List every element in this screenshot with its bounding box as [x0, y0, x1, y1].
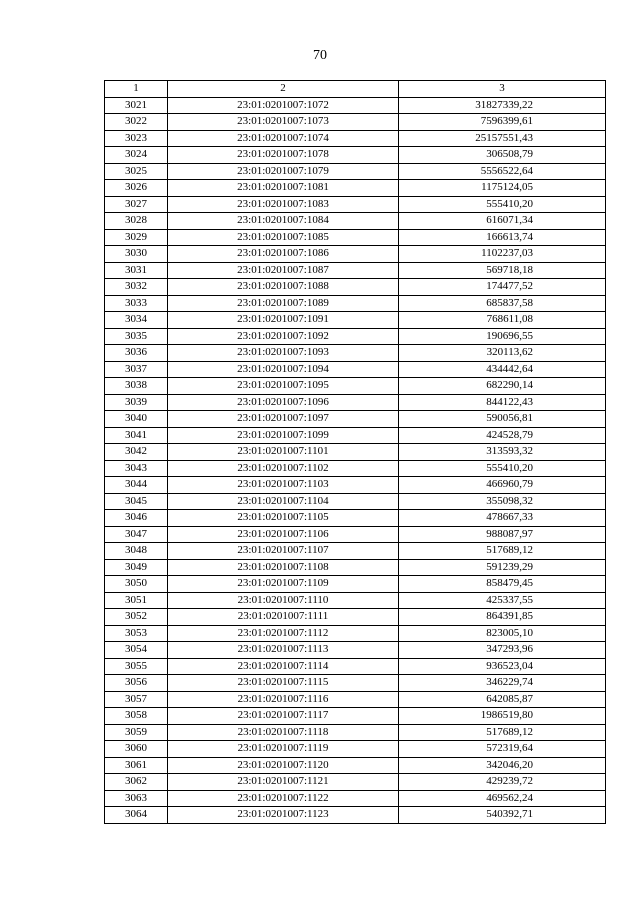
- row-index-cell: 3026: [105, 180, 168, 197]
- cadastral-number-cell: 23:01:0201007:1119: [168, 741, 399, 758]
- value-cell: 517689,12: [399, 543, 606, 560]
- table-row: [105, 592, 606, 609]
- column-header-1: 1: [105, 81, 168, 98]
- value-cell: 425337,55: [399, 592, 606, 609]
- cadastral-number-cell: 23:01:0201007:1103: [168, 477, 399, 494]
- cadastral-number-cell: 23:01:0201007:1087: [168, 262, 399, 279]
- value-cell: 429239,72: [399, 774, 606, 791]
- cadastral-number-cell: 23:01:0201007:1109: [168, 576, 399, 593]
- value-cell: 590056,81: [399, 411, 606, 428]
- table-row: [105, 262, 606, 279]
- table-row: [105, 345, 606, 362]
- row-index-cell: 3050: [105, 576, 168, 593]
- table-row: [105, 658, 606, 675]
- value-cell: 517689,12: [399, 724, 606, 741]
- value-cell: 642085,87: [399, 691, 606, 708]
- value-cell: 320113,62: [399, 345, 606, 362]
- cadastral-number-cell: 23:01:0201007:1078: [168, 147, 399, 164]
- cadastral-number-cell: 23:01:0201007:1091: [168, 312, 399, 329]
- row-index-cell: 3061: [105, 757, 168, 774]
- cadastral-number-cell: 23:01:0201007:1086: [168, 246, 399, 263]
- row-index-cell: 3025: [105, 163, 168, 180]
- row-index-cell: 3039: [105, 394, 168, 411]
- cadastral-number-cell: 23:01:0201007:1095: [168, 378, 399, 395]
- value-cell: 469562,24: [399, 790, 606, 807]
- value-cell: 844122,43: [399, 394, 606, 411]
- row-index-cell: 3041: [105, 427, 168, 444]
- row-index-cell: 3029: [105, 229, 168, 246]
- cadastral-number-cell: 23:01:0201007:1085: [168, 229, 399, 246]
- row-index-cell: 3055: [105, 658, 168, 675]
- cadastral-number-cell: 23:01:0201007:1118: [168, 724, 399, 741]
- row-index-cell: 3059: [105, 724, 168, 741]
- cadastral-number-cell: 23:01:0201007:1114: [168, 658, 399, 675]
- cadastral-number-cell: 23:01:0201007:1107: [168, 543, 399, 560]
- table-row: [105, 510, 606, 527]
- value-cell: 1175124,05: [399, 180, 606, 197]
- cadastral-number-cell: 23:01:0201007:1108: [168, 559, 399, 576]
- table-row: [105, 97, 606, 114]
- row-index-cell: 3024: [105, 147, 168, 164]
- table-row: [105, 477, 606, 494]
- table-row: [105, 642, 606, 659]
- row-index-cell: 3043: [105, 460, 168, 477]
- value-cell: 424528,79: [399, 427, 606, 444]
- cadastral-number-cell: 23:01:0201007:1104: [168, 493, 399, 510]
- table-row: [105, 790, 606, 807]
- cadastral-number-cell: 23:01:0201007:1106: [168, 526, 399, 543]
- cadastral-number-cell: 23:01:0201007:1110: [168, 592, 399, 609]
- cadastral-number-cell: 23:01:0201007:1079: [168, 163, 399, 180]
- row-index-cell: 3040: [105, 411, 168, 428]
- row-index-cell: 3027: [105, 196, 168, 213]
- value-cell: 555410,20: [399, 196, 606, 213]
- table-row: [105, 114, 606, 131]
- row-index-cell: 3058: [105, 708, 168, 725]
- cadastral-number-cell: 23:01:0201007:1102: [168, 460, 399, 477]
- table-row: [105, 576, 606, 593]
- cadastral-number-cell: 23:01:0201007:1113: [168, 642, 399, 659]
- table-row: [105, 130, 606, 147]
- row-index-cell: 3021: [105, 97, 168, 114]
- table-body: [105, 97, 606, 823]
- table-row: [105, 757, 606, 774]
- table-row: [105, 444, 606, 461]
- table-row: [105, 724, 606, 741]
- table-row: [105, 526, 606, 543]
- cadastral-number-cell: 23:01:0201007:1083: [168, 196, 399, 213]
- row-index-cell: 3038: [105, 378, 168, 395]
- row-index-cell: 3036: [105, 345, 168, 362]
- table-row: [105, 543, 606, 560]
- row-index-cell: 3048: [105, 543, 168, 560]
- value-cell: 342046,20: [399, 757, 606, 774]
- cadastral-number-cell: 23:01:0201007:1089: [168, 295, 399, 312]
- value-cell: 768611,08: [399, 312, 606, 329]
- table-row: [105, 312, 606, 329]
- value-cell: 988087,97: [399, 526, 606, 543]
- row-index-cell: 3049: [105, 559, 168, 576]
- table-row: [105, 213, 606, 230]
- row-index-cell: 3051: [105, 592, 168, 609]
- value-cell: 7596399,61: [399, 114, 606, 131]
- value-cell: 936523,04: [399, 658, 606, 675]
- value-cell: 347293,96: [399, 642, 606, 659]
- row-index-cell: 3047: [105, 526, 168, 543]
- cadastral-number-cell: 23:01:0201007:1123: [168, 807, 399, 824]
- cadastral-number-cell: 23:01:0201007:1116: [168, 691, 399, 708]
- table-row: [105, 493, 606, 510]
- value-cell: 434442,64: [399, 361, 606, 378]
- cadastral-number-cell: 23:01:0201007:1073: [168, 114, 399, 131]
- cadastral-number-cell: 23:01:0201007:1117: [168, 708, 399, 725]
- table-header-row: [105, 81, 606, 98]
- table-row: [105, 741, 606, 758]
- table-row: [105, 394, 606, 411]
- cadastral-number-cell: 23:01:0201007:1111: [168, 609, 399, 626]
- cadastral-number-cell: 23:01:0201007:1096: [168, 394, 399, 411]
- row-index-cell: 3031: [105, 262, 168, 279]
- cadastral-number-cell: 23:01:0201007:1115: [168, 675, 399, 692]
- row-index-cell: 3064: [105, 807, 168, 824]
- cadastral-number-cell: 23:01:0201007:1099: [168, 427, 399, 444]
- cadastral-number-cell: 23:01:0201007:1105: [168, 510, 399, 527]
- cadastral-number-cell: 23:01:0201007:1088: [168, 279, 399, 296]
- value-cell: 858479,45: [399, 576, 606, 593]
- table-row: [105, 691, 606, 708]
- value-cell: 1986519,80: [399, 708, 606, 725]
- value-cell: 555410,20: [399, 460, 606, 477]
- cadastral-number-cell: 23:01:0201007:1081: [168, 180, 399, 197]
- value-cell: 682290,14: [399, 378, 606, 395]
- row-index-cell: 3028: [105, 213, 168, 230]
- page-number: 70: [313, 48, 327, 63]
- table-row: [105, 427, 606, 444]
- value-cell: 591239,29: [399, 559, 606, 576]
- row-index-cell: 3032: [105, 279, 168, 296]
- table-row: [105, 147, 606, 164]
- value-cell: 313593,32: [399, 444, 606, 461]
- data-table: [104, 80, 606, 824]
- row-index-cell: 3045: [105, 493, 168, 510]
- cadastral-number-cell: 23:01:0201007:1072: [168, 97, 399, 114]
- cadastral-number-cell: 23:01:0201007:1101: [168, 444, 399, 461]
- cadastral-number-cell: 23:01:0201007:1074: [168, 130, 399, 147]
- table-row: [105, 163, 606, 180]
- row-index-cell: 3052: [105, 609, 168, 626]
- table-row: [105, 229, 606, 246]
- cadastral-number-cell: 23:01:0201007:1121: [168, 774, 399, 791]
- column-header-3: 3: [399, 81, 606, 98]
- table-row: [105, 460, 606, 477]
- value-cell: 569718,18: [399, 262, 606, 279]
- cadastral-number-cell: 23:01:0201007:1122: [168, 790, 399, 807]
- table-row: [105, 246, 606, 263]
- row-index-cell: 3063: [105, 790, 168, 807]
- value-cell: 466960,79: [399, 477, 606, 494]
- row-index-cell: 3037: [105, 361, 168, 378]
- cadastral-number-cell: 23:01:0201007:1084: [168, 213, 399, 230]
- table-row: [105, 180, 606, 197]
- table-row: [105, 279, 606, 296]
- table-row: [105, 295, 606, 312]
- row-index-cell: 3034: [105, 312, 168, 329]
- value-cell: 190696,55: [399, 328, 606, 345]
- row-index-cell: 3023: [105, 130, 168, 147]
- value-cell: 346229,74: [399, 675, 606, 692]
- cadastral-number-cell: 23:01:0201007:1120: [168, 757, 399, 774]
- value-cell: 166613,74: [399, 229, 606, 246]
- row-index-cell: 3033: [105, 295, 168, 312]
- table-row: [105, 411, 606, 428]
- cadastral-number-cell: 23:01:0201007:1094: [168, 361, 399, 378]
- row-index-cell: 3046: [105, 510, 168, 527]
- value-cell: 25157551,43: [399, 130, 606, 147]
- row-index-cell: 3053: [105, 625, 168, 642]
- row-index-cell: 3056: [105, 675, 168, 692]
- cadastral-number-cell: 23:01:0201007:1092: [168, 328, 399, 345]
- value-cell: 1102237,03: [399, 246, 606, 263]
- table-row: [105, 609, 606, 626]
- row-index-cell: 3022: [105, 114, 168, 131]
- value-cell: 540392,71: [399, 807, 606, 824]
- row-index-cell: 3030: [105, 246, 168, 263]
- cadastral-number-cell: 23:01:0201007:1097: [168, 411, 399, 428]
- table-row: [105, 675, 606, 692]
- value-cell: 685837,58: [399, 295, 606, 312]
- row-index-cell: 3044: [105, 477, 168, 494]
- value-cell: 616071,34: [399, 213, 606, 230]
- row-index-cell: 3057: [105, 691, 168, 708]
- value-cell: 306508,79: [399, 147, 606, 164]
- table-row: [105, 625, 606, 642]
- value-cell: 572319,64: [399, 741, 606, 758]
- row-index-cell: 3054: [105, 642, 168, 659]
- table-row: [105, 559, 606, 576]
- table-row: [105, 328, 606, 345]
- value-cell: 31827339,22: [399, 97, 606, 114]
- value-cell: 478667,33: [399, 510, 606, 527]
- column-header-2: 2: [168, 81, 399, 98]
- table-row: [105, 361, 606, 378]
- table-row: [105, 378, 606, 395]
- row-index-cell: 3060: [105, 741, 168, 758]
- value-cell: 355098,32: [399, 493, 606, 510]
- value-cell: 174477,52: [399, 279, 606, 296]
- row-index-cell: 3042: [105, 444, 168, 461]
- table-row: [105, 807, 606, 824]
- table-row: [105, 708, 606, 725]
- cadastral-number-cell: 23:01:0201007:1093: [168, 345, 399, 362]
- table-row: [105, 196, 606, 213]
- row-index-cell: 3035: [105, 328, 168, 345]
- cadastral-number-cell: 23:01:0201007:1112: [168, 625, 399, 642]
- table-row: [105, 774, 606, 791]
- row-index-cell: 3062: [105, 774, 168, 791]
- value-cell: 864391,85: [399, 609, 606, 626]
- value-cell: 823005,10: [399, 625, 606, 642]
- value-cell: 5556522,64: [399, 163, 606, 180]
